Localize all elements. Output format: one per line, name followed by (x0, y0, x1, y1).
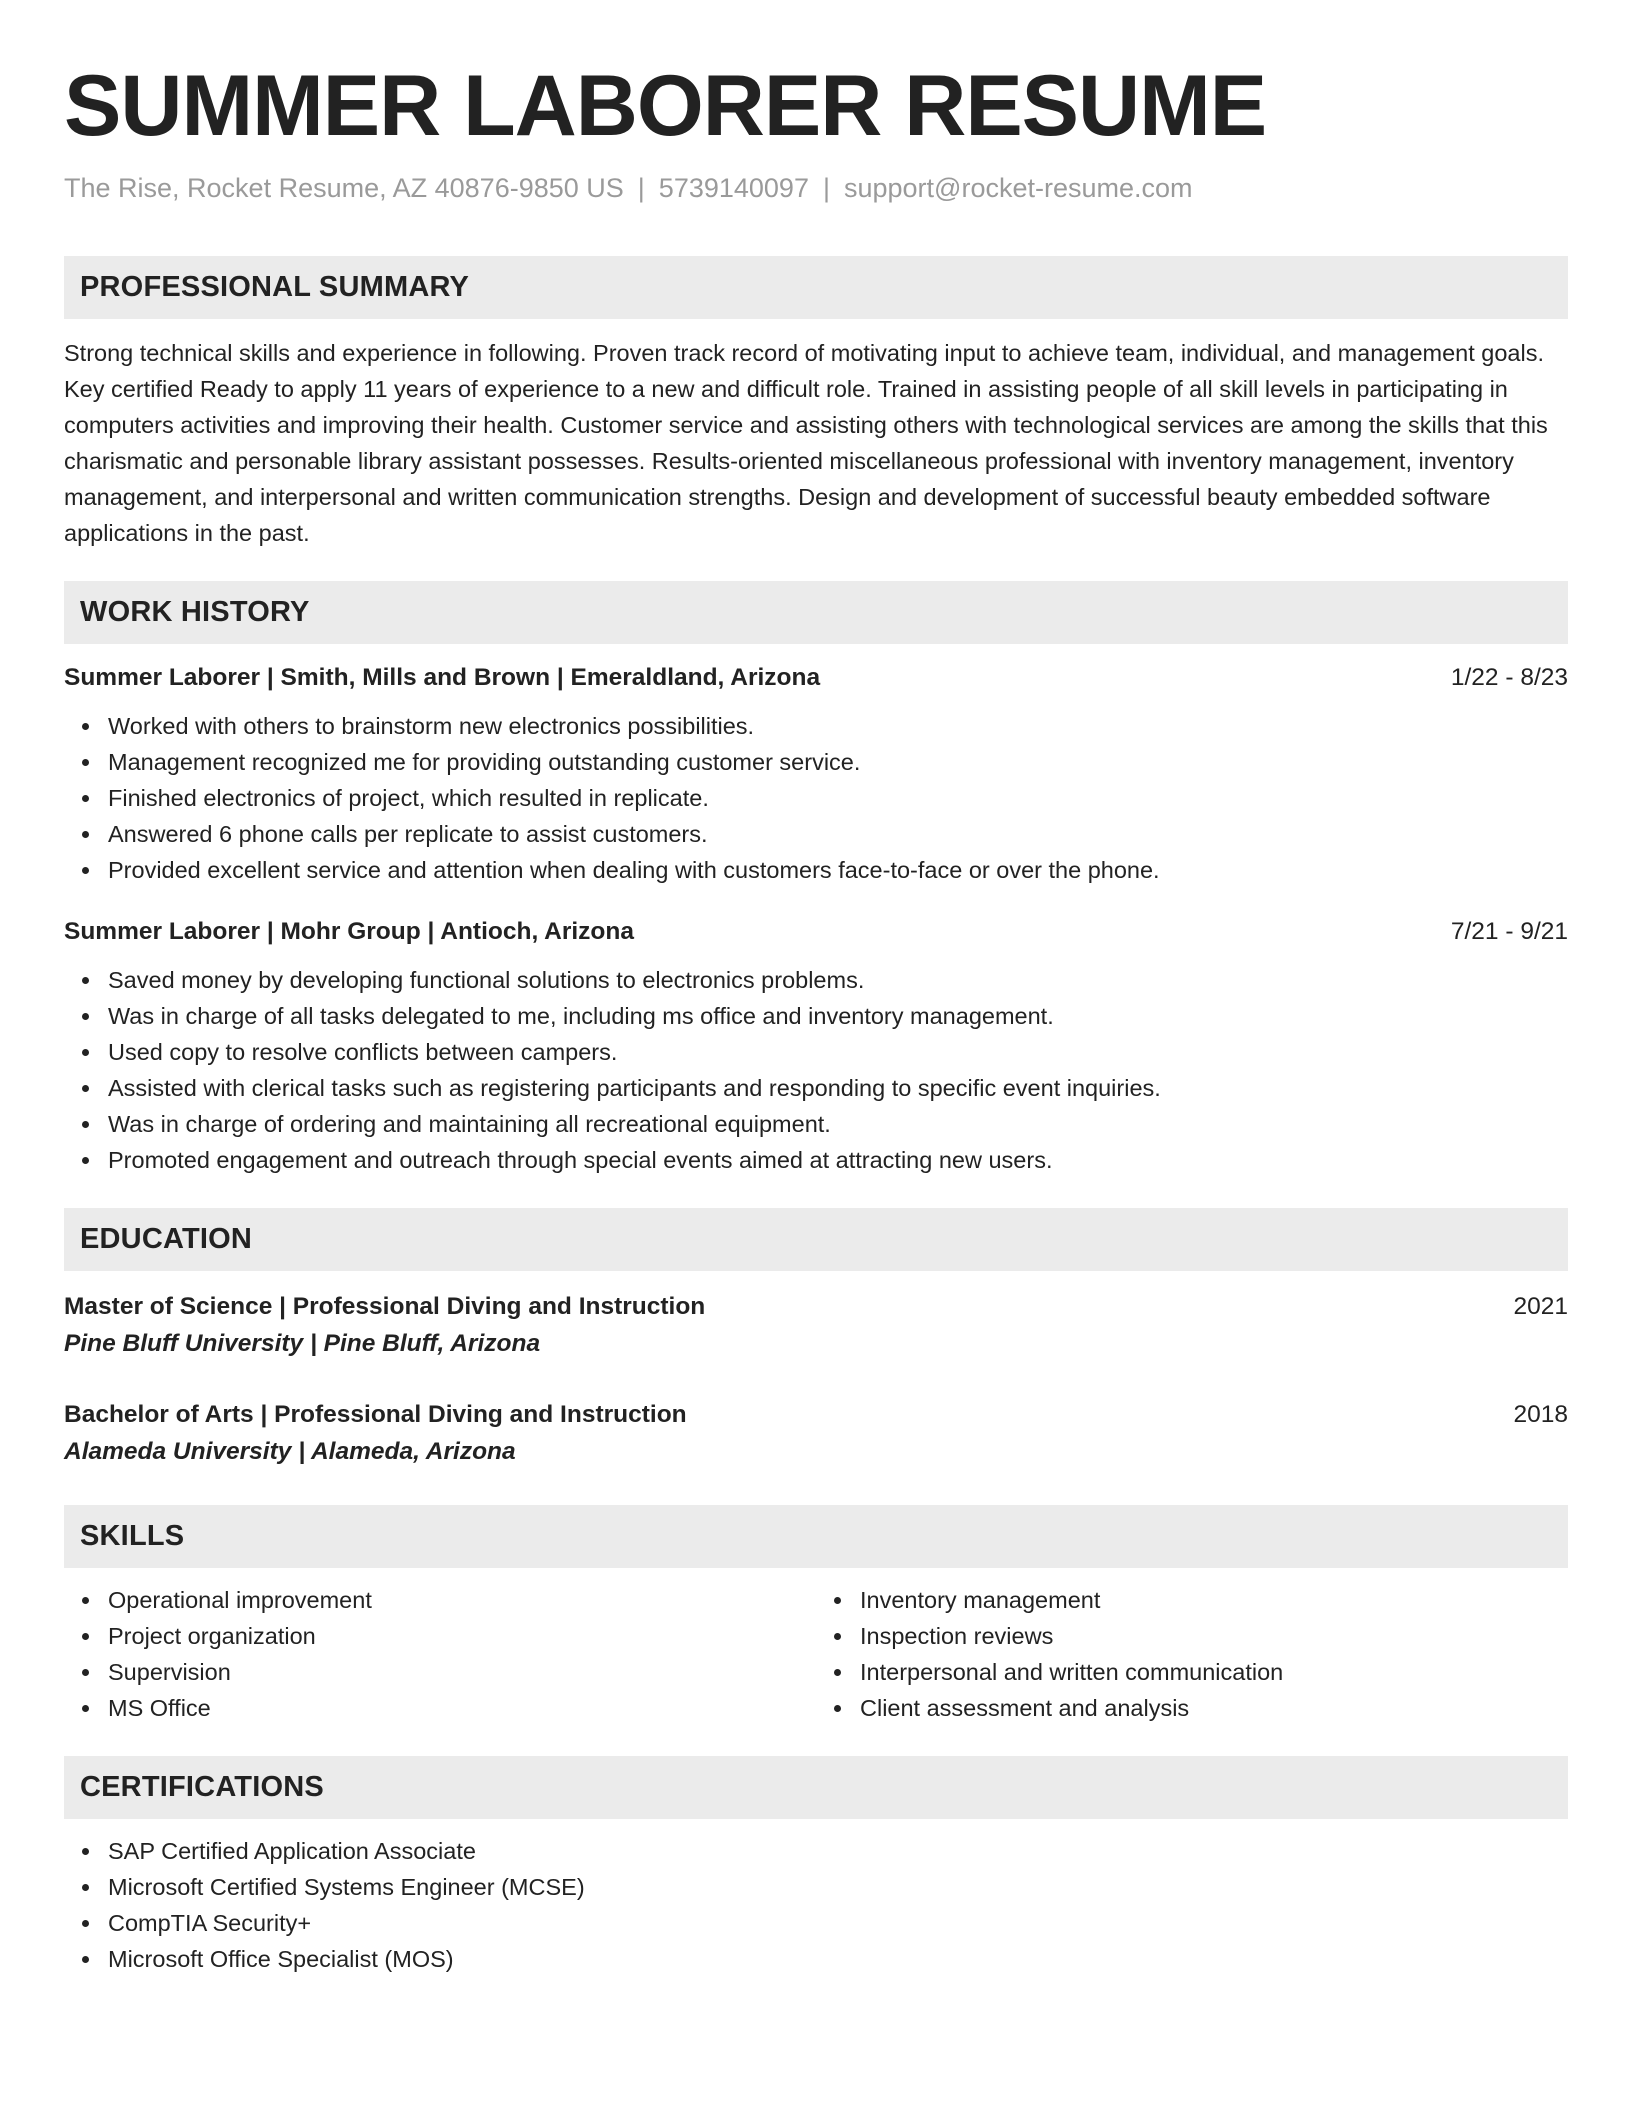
summary-text: Strong technical skills and experience in following. Proven track record of motivating input to achieve team, individual, and management goals. Key certified Ready to apply 11 years of experience to a new and difficult role. Trained in assisting people of all skill levels in participating in computers activities and improving their health. Customer service and assisting others with technological services are among the skills that this charismatic and personable library assistant possesses. Results-oriented miscellaneous professional with inventory management, inventory management, and interpersonal and written communication strengths. Design and development of successful beauty embedded software applications in the past. (64, 340, 1548, 546)
job-bullet: Worked with others to brainstorm new electronics possibilities. (108, 708, 1568, 744)
skill-item: Inspection reviews (860, 1618, 1568, 1654)
section-header-summary: PROFESSIONAL SUMMARY (64, 256, 1568, 319)
education-year: 2021 (1513, 1293, 1568, 1320)
job-heading: Summer Laborer | Smith, Mills and Brown | Emeraldland, Arizona (64, 664, 821, 691)
skill-item: Inventory management (860, 1582, 1568, 1618)
job-bullet: Was in charge of all tasks delegated to me, including ms office and inventory management. (108, 998, 1568, 1034)
certification-item: Microsoft Certified Systems Engineer (MCSE) (108, 1869, 1568, 1905)
education-school: Pine Bluff University | Pine Bluff, Arizona (64, 1330, 541, 1357)
contact-separator: | (637, 173, 645, 203)
contact-phone: 5739140097 (658, 173, 809, 203)
section-header-education: EDUCATION (64, 1208, 1568, 1271)
skill-item: Interpersonal and written communication (860, 1654, 1568, 1690)
job-bullet: Was in charge of ordering and maintaining all recreational equipment. (108, 1106, 1568, 1142)
job-bullets (64, 962, 1568, 1178)
job-entry (64, 914, 1568, 1178)
job-bullet: Answered 6 phone calls per replicate to assist customers. (108, 816, 1568, 852)
skill-item: Supervision (108, 1654, 816, 1690)
job-bullet: Provided excellent service and attention when dealing with customers face-to-face or over the phone. (108, 852, 1568, 888)
certifications-list (64, 1833, 1568, 1977)
contact-separator: | (822, 173, 830, 203)
job-bullet: Saved money by developing functional solutions to electronics problems. (108, 962, 1568, 998)
section-header-work-history: WORK HISTORY (64, 581, 1568, 644)
skills-column-left (64, 1582, 816, 1726)
job-bullet: Promoted engagement and outreach through special events aimed at attracting new users. (108, 1142, 1568, 1178)
education-degree: Bachelor of Arts | Professional Diving and Instruction (64, 1401, 687, 1428)
job-heading: Summer Laborer | Mohr Group | Antioch, Arizona (64, 918, 634, 945)
job-bullet: Finished electronics of project, which resulted in replicate. (108, 780, 1568, 816)
job-entry (64, 660, 1568, 888)
contact-address: The Rise, Rocket Resume, AZ 40876-9850 US (64, 173, 624, 203)
section-header-skills: SKILLS (64, 1505, 1568, 1568)
certification-item: Microsoft Office Specialist (MOS) (108, 1941, 1568, 1977)
job-bullet: Management recognized me for providing outstanding customer service. (108, 744, 1568, 780)
job-bullet: Assisted with clerical tasks such as registering participants and responding to specific event inquiries. (108, 1070, 1568, 1106)
skill-item: Operational improvement (108, 1582, 816, 1618)
skills-grid (64, 1582, 1568, 1726)
skill-item: Client assessment and analysis (860, 1690, 1568, 1726)
job-dates: 7/21 - 9/21 (1450, 918, 1568, 945)
job-bullets (64, 708, 1568, 888)
skill-item: MS Office (108, 1690, 816, 1726)
contact-line (64, 170, 1568, 206)
education-school: Alameda University | Alameda, Arizona (64, 1438, 516, 1465)
education-entry (64, 1289, 1568, 1363)
job-dates: 1/22 - 8/23 (1450, 664, 1568, 691)
certification-item: SAP Certified Application Associate (108, 1833, 1568, 1869)
contact-email: support@rocket-resume.com (843, 173, 1193, 203)
education-year: 2018 (1513, 1401, 1568, 1428)
education-degree: Master of Science | Professional Diving and Instruction (64, 1293, 706, 1320)
section-header-certifications: CERTIFICATIONS (64, 1756, 1568, 1819)
education-entry (64, 1397, 1568, 1471)
skill-item: Project organization (108, 1618, 816, 1654)
skills-column-right (816, 1582, 1568, 1726)
certification-item: CompTIA Security+ (108, 1905, 1568, 1941)
resume-title: SUMMER LABORER RESUME (64, 58, 1267, 154)
job-bullet: Used copy to resolve conflicts between campers. (108, 1034, 1568, 1070)
